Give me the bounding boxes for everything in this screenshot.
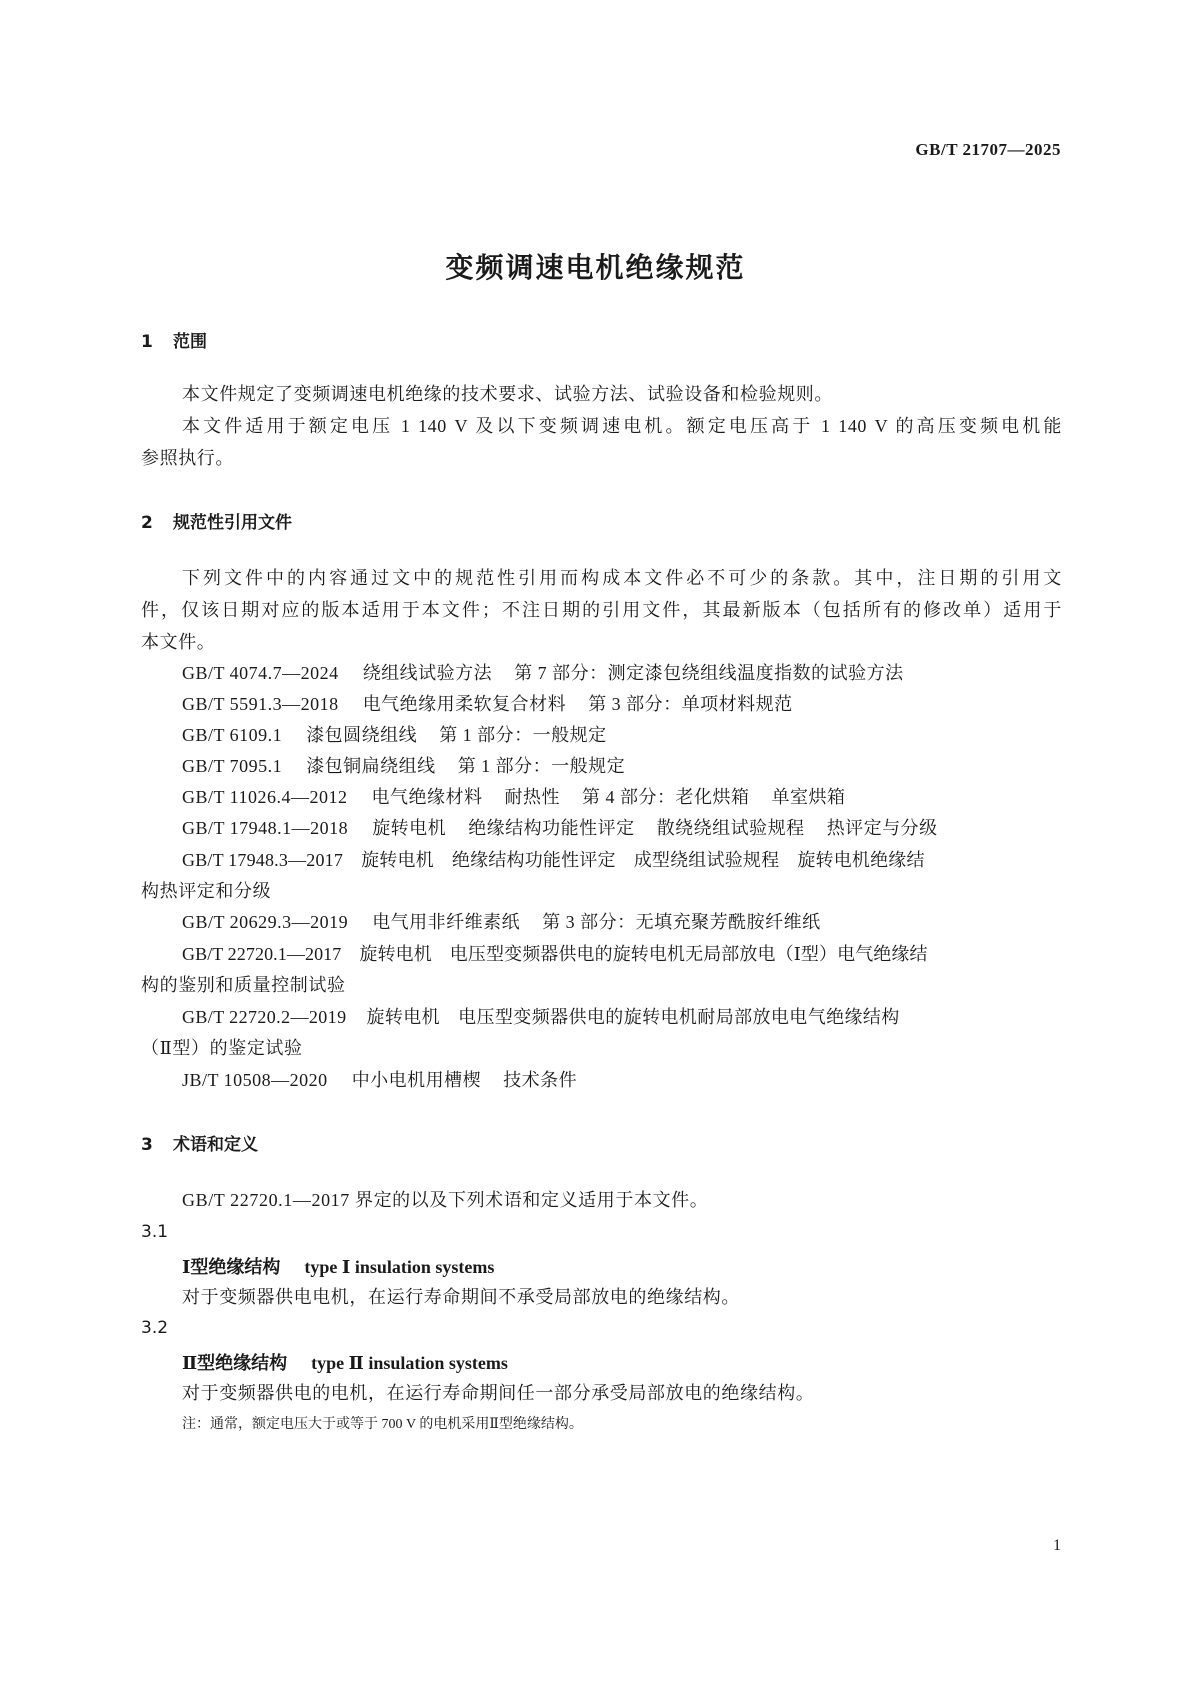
term-entry	[182, 1349, 508, 1375]
section-title: 范围	[173, 332, 207, 352]
reference-continuation: 构热评定和分级	[141, 881, 272, 901]
reference-item: GB/T 11026.4—2012 电气绝缘材料 耐热性 第 4 部分：老化烘箱 单室烘箱	[182, 787, 846, 807]
standard-number: GB/T 21707—2025	[915, 140, 1061, 159]
paragraph-continuation: 参照执行。	[141, 448, 234, 468]
paragraph: GB/T 22720.1—2017 界定的以及下列术语和定义适用于本文件。	[182, 1190, 709, 1210]
reference-item: GB/T 20629.3—2019 电气用非纤维素纸 第 3 部分：无填充聚芳酰胺纤维纸	[182, 912, 821, 932]
reference-item: GB/T 17948.3—2017 旋转电机 绝缘结构功能性评定 成型绕组试验规程 旋转电机绝缘结	[182, 850, 925, 870]
clause-number: 3.1	[141, 1222, 169, 1242]
section-number: 3	[141, 1135, 153, 1155]
section-1-heading	[141, 327, 207, 352]
reference-continuation: 构的鉴别和质量控制试验	[141, 975, 346, 995]
reference-item: JB/T 10508—2020 中小电机用槽楔 技术条件	[182, 1070, 578, 1090]
section-3-heading	[141, 1130, 258, 1155]
reference-item: GB/T 22720.2—2019 旋转电机 电压型变频器供电的旋转电机耐局部放电电气绝缘结构	[182, 1007, 900, 1027]
section-title: 术语和定义	[173, 1135, 258, 1155]
term-english: type Ⅰ insulation systems	[304, 1257, 495, 1277]
term-chinese: Ⅰ型绝缘结构	[182, 1257, 281, 1277]
reference-continuation: （Ⅱ型）的鉴定试验	[141, 1038, 303, 1058]
paragraph: 本文件适用于额定电压 1 140 V 及以下变频调速电机。额定电压高于 1 140 V 的高压变频电机能	[182, 416, 1062, 436]
term-english: type Ⅱ insulation systems	[311, 1353, 508, 1373]
paragraph: 下列文件中的内容通过文中的规范性引用而构成本文件必不可少的条款。其中，注日期的引用文	[182, 568, 1062, 588]
paragraph-continuation: 本文件。	[141, 632, 216, 652]
page-number: 1	[1053, 1537, 1061, 1554]
reference-item: GB/T 7095.1 漆包铜扁绕组线 第 1 部分：一般规定	[182, 756, 626, 776]
reference-item: GB/T 5591.3—2018 电气绝缘用柔软复合材料 第 3 部分：单项材料规范	[182, 694, 793, 714]
paragraph: 本文件规定了变频调速电机绝缘的技术要求、试验方法、试验设备和检验规则。	[182, 384, 833, 404]
reference-item: GB/T 4074.7—2024 绕组线试验方法 第 7 部分：测定漆包绕组线温度指数的试验方法	[182, 663, 904, 683]
section-number: 2	[141, 513, 153, 533]
term-definition: 对于变频器供电的电机，在运行寿命期间任一部分承受局部放电的绝缘结构。	[182, 1383, 815, 1403]
document-title: 变频调速电机绝缘规范	[445, 251, 746, 284]
section-number: 1	[141, 332, 153, 352]
section-2-heading	[141, 508, 292, 533]
note: 注：通常，额定电压大于或等于 700 V 的电机采用Ⅱ型绝缘结构。	[182, 1417, 583, 1432]
reference-item: GB/T 22720.1—2017 旋转电机 电压型变频器供电的旋转电机无局部放电（Ⅰ型）电气绝缘结	[182, 944, 928, 964]
paragraph-continuation: 件，仅该日期对应的版本适用于本文件；不注日期的引用文件，其最新版本（包括所有的修改单）适用于	[141, 600, 1062, 620]
term-chinese: Ⅱ型绝缘结构	[182, 1353, 288, 1373]
term-definition: 对于变频器供电电机，在运行寿命期间不承受局部放电的绝缘结构。	[182, 1287, 740, 1307]
clause-number: 3.2	[141, 1318, 169, 1338]
reference-item: GB/T 6109.1 漆包圆绕组线 第 1 部分：一般规定	[182, 725, 607, 745]
term-entry	[182, 1253, 494, 1279]
reference-item: GB/T 17948.1—2018 旋转电机 绝缘结构功能性评定 散绕绕组试验规程 热评定与分级	[182, 818, 938, 838]
section-title: 规范性引用文件	[173, 513, 292, 533]
